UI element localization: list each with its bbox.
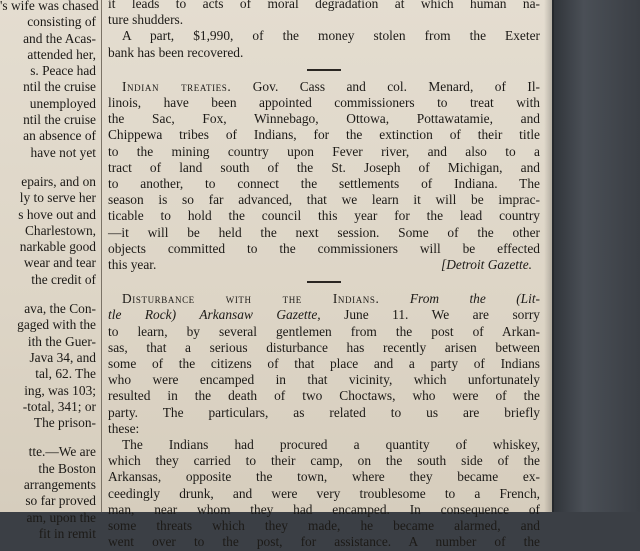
left-line: ith the Guer-: [27, 333, 96, 349]
left-line: Java 34, and: [29, 349, 96, 365]
treaties-line: Gov. Cass and col. Menard, of Il-: [252, 78, 540, 94]
left-line: so far proved: [25, 493, 96, 509]
left-line: Charlestown,: [24, 222, 96, 238]
disturbance-line: some of the citizens of that place and a party of Indians: [108, 356, 540, 372]
left-line: -total, 341; or: [22, 398, 96, 414]
left-line: ava, the Con-: [24, 301, 96, 317]
treaties-line: tract of land south of the St. Joseph of Michigan, and: [108, 159, 540, 175]
left-line: narkable good: [19, 239, 96, 255]
left-line: and the Acas-: [23, 30, 96, 46]
left-line: gaged with the: [17, 317, 96, 333]
left-line: ing, was 103;: [24, 382, 96, 398]
left-line: the Boston: [38, 460, 96, 476]
treaties-heading: Indian treaties.: [122, 78, 232, 94]
disturbance-lead: From the (Lit-: [409, 291, 540, 307]
left-line: the credit of: [31, 271, 96, 287]
treaties-line: Chippewa tribes of Indians, for the extinction of their title: [108, 127, 540, 143]
treaties-line: ticable to hold the council this year for the lead country: [108, 208, 540, 224]
section-divider: [307, 281, 341, 283]
treaties-line: linois, have been appointed commissioners to treat with: [108, 95, 540, 111]
left-line: am, upon the: [26, 509, 96, 525]
disturbance-para2-line: some threats which they made, he became alarmed, and: [108, 518, 540, 534]
disturbance-second-line: [108, 307, 540, 323]
left-line: ntil the cruise: [23, 79, 96, 95]
disturbance-para2-line: which they carried to their camp, on the south side of the: [108, 453, 540, 469]
money-line: bank has been recovered.: [108, 44, 244, 60]
paper-edge-shadow: [544, 0, 554, 512]
left-line: consisting of: [27, 14, 96, 30]
disturbance-para2-line: went over to the post, for assistance. A number of the: [108, 534, 540, 550]
treaties-line: objects committed to the commissioners will be effected: [108, 240, 540, 256]
disturbance-line: party. The particulars, as related to us are briefly: [108, 404, 540, 420]
left-line: ntil the cruise: [23, 112, 96, 128]
left-line: tal, 62. The: [35, 366, 96, 382]
disturbance-line: who were encamped in that vicinity, which unfortunately: [108, 372, 540, 388]
left-column: [0, 0, 98, 542]
disturbance-date: June 11. We are sorry: [344, 307, 540, 323]
treaties-line: the Sac, Fox, Winnebago, Ottowa, Pottawatamie, and: [108, 111, 540, 127]
disturbance-para2-line: Arkansas, opposite the town, where they became ex-: [108, 469, 540, 485]
disturbance-heading: Disturbance with the Indians.: [122, 291, 380, 307]
disturbance-para2-line: man, near whom they had encamped. In consequence of: [108, 501, 540, 517]
left-line: unemployed: [29, 95, 96, 111]
treaties-source: [Detroit Gazette.: [441, 257, 532, 273]
left-line: wear and tear: [23, 255, 96, 271]
money-line: A part, $1,990, of the money stolen from the Exeter: [122, 28, 540, 44]
left-line: attended her,: [27, 46, 96, 62]
left-line: have not yet: [30, 144, 96, 160]
left-line: fit in remit: [38, 525, 96, 541]
disturbance-para2-line: The Indians had procured a quantity of whiskey,: [122, 437, 540, 453]
treaties-line: [108, 257, 540, 273]
section-divider: [307, 69, 341, 71]
left-line: arrangements: [23, 477, 96, 493]
intro-line: it leads to acts of moral degradation at which human na-: [108, 0, 540, 11]
left-line: epairs, and on: [21, 173, 96, 189]
column-rule: [101, 0, 102, 512]
left-line: 's wife was chased: [0, 0, 99, 13]
disturbance-para2-line: ceedingly drunk, and were very troublesome to a French,: [108, 485, 540, 501]
left-line: The prison-: [33, 415, 96, 431]
left-line: tte.—We are: [28, 444, 96, 460]
left-line: s. Peace had: [30, 63, 96, 79]
disturbance-line: to learn, by several gentlemen from the post of Arkan-: [108, 323, 540, 339]
left-line: an absence of: [23, 128, 96, 144]
main-column: [108, 0, 540, 551]
left-line: s hove out and: [18, 206, 96, 222]
treaties-last-text: this year.: [108, 257, 157, 273]
disturbance-first-line: [108, 291, 540, 307]
treaties-line: to another, to connect the settlements of Indiana. The: [108, 176, 540, 192]
background-table: [546, 0, 640, 512]
disturbance-line: resulted in the death of two Choctaws, who were of the: [108, 388, 540, 404]
treaties-first-line: [108, 79, 540, 95]
intro-line: ture shudders.: [108, 12, 184, 28]
left-line: ly to serve her: [19, 190, 96, 206]
treaties-line: —it will be held the next session. Some of the other: [108, 224, 540, 240]
disturbance-line: these:: [108, 420, 140, 436]
disturbance-line: sas, that a serious disturbance has recently arisen between: [108, 339, 540, 355]
disturbance-source: tle Rock) Arkansaw Gazette,: [108, 307, 321, 323]
treaties-line: season is so far advanced, that we learn it will be imprac-: [108, 192, 540, 208]
treaties-line: to the mining country upon Fever river, and also to a: [108, 143, 540, 159]
